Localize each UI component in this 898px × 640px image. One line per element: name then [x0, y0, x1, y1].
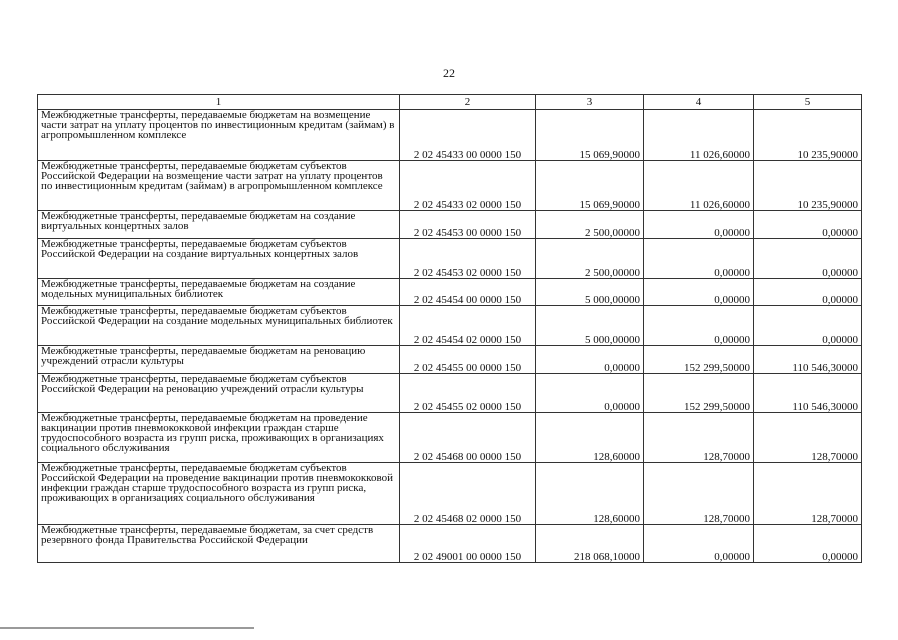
table-body: [38, 110, 862, 563]
table-row: [38, 306, 862, 346]
row-code: 2 02 45468 02 0000 150: [400, 463, 536, 525]
column-header-value-3: 5: [754, 95, 862, 110]
column-header-name: 1: [38, 95, 400, 110]
row-name: Межбюджетные трансферты, передаваемые бюджетам субъектов Российской Федерации на возмещение части затрат на уплату процентов по инвестиционным кредитам (займам) в агропромышленном комплексе: [38, 161, 400, 211]
row-value-1: 218 068,10000: [536, 525, 644, 563]
row-value-2: 152 299,50000: [644, 346, 754, 374]
table-row: [38, 525, 862, 563]
row-value-3: 110 546,30000: [754, 374, 862, 413]
row-name: Межбюджетные трансферты, передаваемые бюджетам, за счет средств резервного фонда Правительства Российской Федерации: [38, 525, 400, 563]
row-value-2: 152 299,50000: [644, 374, 754, 413]
row-value-3: 0,00000: [754, 306, 862, 346]
row-name: Межбюджетные трансферты, передаваемые бюджетам на реновацию учреждений отрасли культуры: [38, 346, 400, 374]
row-name: Межбюджетные трансферты, передаваемые бюджетам на возмещение части затрат на уплату процентов по инвестиционным кредитам (займам) в агропромышленном комплексе: [38, 110, 400, 161]
row-code: 2 02 45455 00 0000 150: [400, 346, 536, 374]
column-header-code: 2: [400, 95, 536, 110]
row-value-1: 2 500,00000: [536, 239, 644, 279]
table-row: [38, 413, 862, 463]
row-value-3: 10 235,90000: [754, 110, 862, 161]
row-name: Межбюджетные трансферты, передаваемые бюджетам на проведение вакцинации против пневмококковой инфекции граждан старше трудоспособного возраста из групп риска, проживающих в организациях социального обслуживания: [38, 413, 400, 463]
row-value-2: 0,00000: [644, 306, 754, 346]
row-value-2: 0,00000: [644, 279, 754, 306]
table-row: [38, 161, 862, 211]
row-value-1: 128,60000: [536, 463, 644, 525]
table-row: [38, 346, 862, 374]
row-value-3: 128,70000: [754, 413, 862, 463]
row-value-3: 0,00000: [754, 525, 862, 563]
row-value-3: 0,00000: [754, 211, 862, 239]
row-code: 2 02 49001 00 0000 150: [400, 525, 536, 563]
row-value-2: 128,70000: [644, 463, 754, 525]
row-code: 2 02 45453 00 0000 150: [400, 211, 536, 239]
row-value-2: 11 026,60000: [644, 110, 754, 161]
row-name: Межбюджетные трансферты, передаваемые бюджетам на создание модельных муниципальных библиотек: [38, 279, 400, 306]
column-header-value-1: 3: [536, 95, 644, 110]
row-code: 2 02 45454 02 0000 150: [400, 306, 536, 346]
row-value-3: 110 546,30000: [754, 346, 862, 374]
row-value-1: 15 069,90000: [536, 110, 644, 161]
row-name: Межбюджетные трансферты, передаваемые бюджетам субъектов Российской Федерации на создание виртуальных концертных залов: [38, 239, 400, 279]
row-value-1: 5 000,00000: [536, 279, 644, 306]
footer-rule: [0, 627, 254, 629]
row-code: 2 02 45453 02 0000 150: [400, 239, 536, 279]
row-value-1: 0,00000: [536, 374, 644, 413]
table-header-row: [38, 95, 862, 110]
row-value-2: 0,00000: [644, 211, 754, 239]
row-value-3: 10 235,90000: [754, 161, 862, 211]
row-value-1: 128,60000: [536, 413, 644, 463]
row-name: Межбюджетные трансферты, передаваемые бюджетам на создание виртуальных концертных залов: [38, 211, 400, 239]
row-code: 2 02 45454 00 0000 150: [400, 279, 536, 306]
row-value-3: 128,70000: [754, 463, 862, 525]
row-code: 2 02 45433 02 0000 150: [400, 161, 536, 211]
row-code: 2 02 45433 00 0000 150: [400, 110, 536, 161]
row-name: Межбюджетные трансферты, передаваемые бюджетам субъектов Российской Федерации на реновацию учреждений отрасли культуры: [38, 374, 400, 413]
table-row: [38, 110, 862, 161]
row-value-3: 0,00000: [754, 279, 862, 306]
row-value-3: 0,00000: [754, 239, 862, 279]
table-row: [38, 239, 862, 279]
row-value-1: 2 500,00000: [536, 211, 644, 239]
table-row: [38, 374, 862, 413]
budget-table: [37, 94, 862, 563]
column-header-value-2: 4: [644, 95, 754, 110]
table-row: [38, 211, 862, 239]
row-value-1: 5 000,00000: [536, 306, 644, 346]
row-value-1: 0,00000: [536, 346, 644, 374]
row-value-1: 15 069,90000: [536, 161, 644, 211]
row-name: Межбюджетные трансферты, передаваемые бюджетам субъектов Российской Федерации на создание модельных муниципальных библиотек: [38, 306, 400, 346]
page-number: 22: [443, 66, 455, 80]
row-value-2: 0,00000: [644, 525, 754, 563]
row-value-2: 128,70000: [644, 413, 754, 463]
table-row: [38, 279, 862, 306]
table-row: [38, 463, 862, 525]
row-name: Межбюджетные трансферты, передаваемые бюджетам субъектов Российской Федерации на проведение вакцинации против пневмококковой инфекции граждан старше трудоспособного возраста из групп риска, проживающих в организациях социального обслуживания: [38, 463, 400, 525]
row-code: 2 02 45455 02 0000 150: [400, 374, 536, 413]
row-code: 2 02 45468 00 0000 150: [400, 413, 536, 463]
row-value-2: 11 026,60000: [644, 161, 754, 211]
row-value-2: 0,00000: [644, 239, 754, 279]
